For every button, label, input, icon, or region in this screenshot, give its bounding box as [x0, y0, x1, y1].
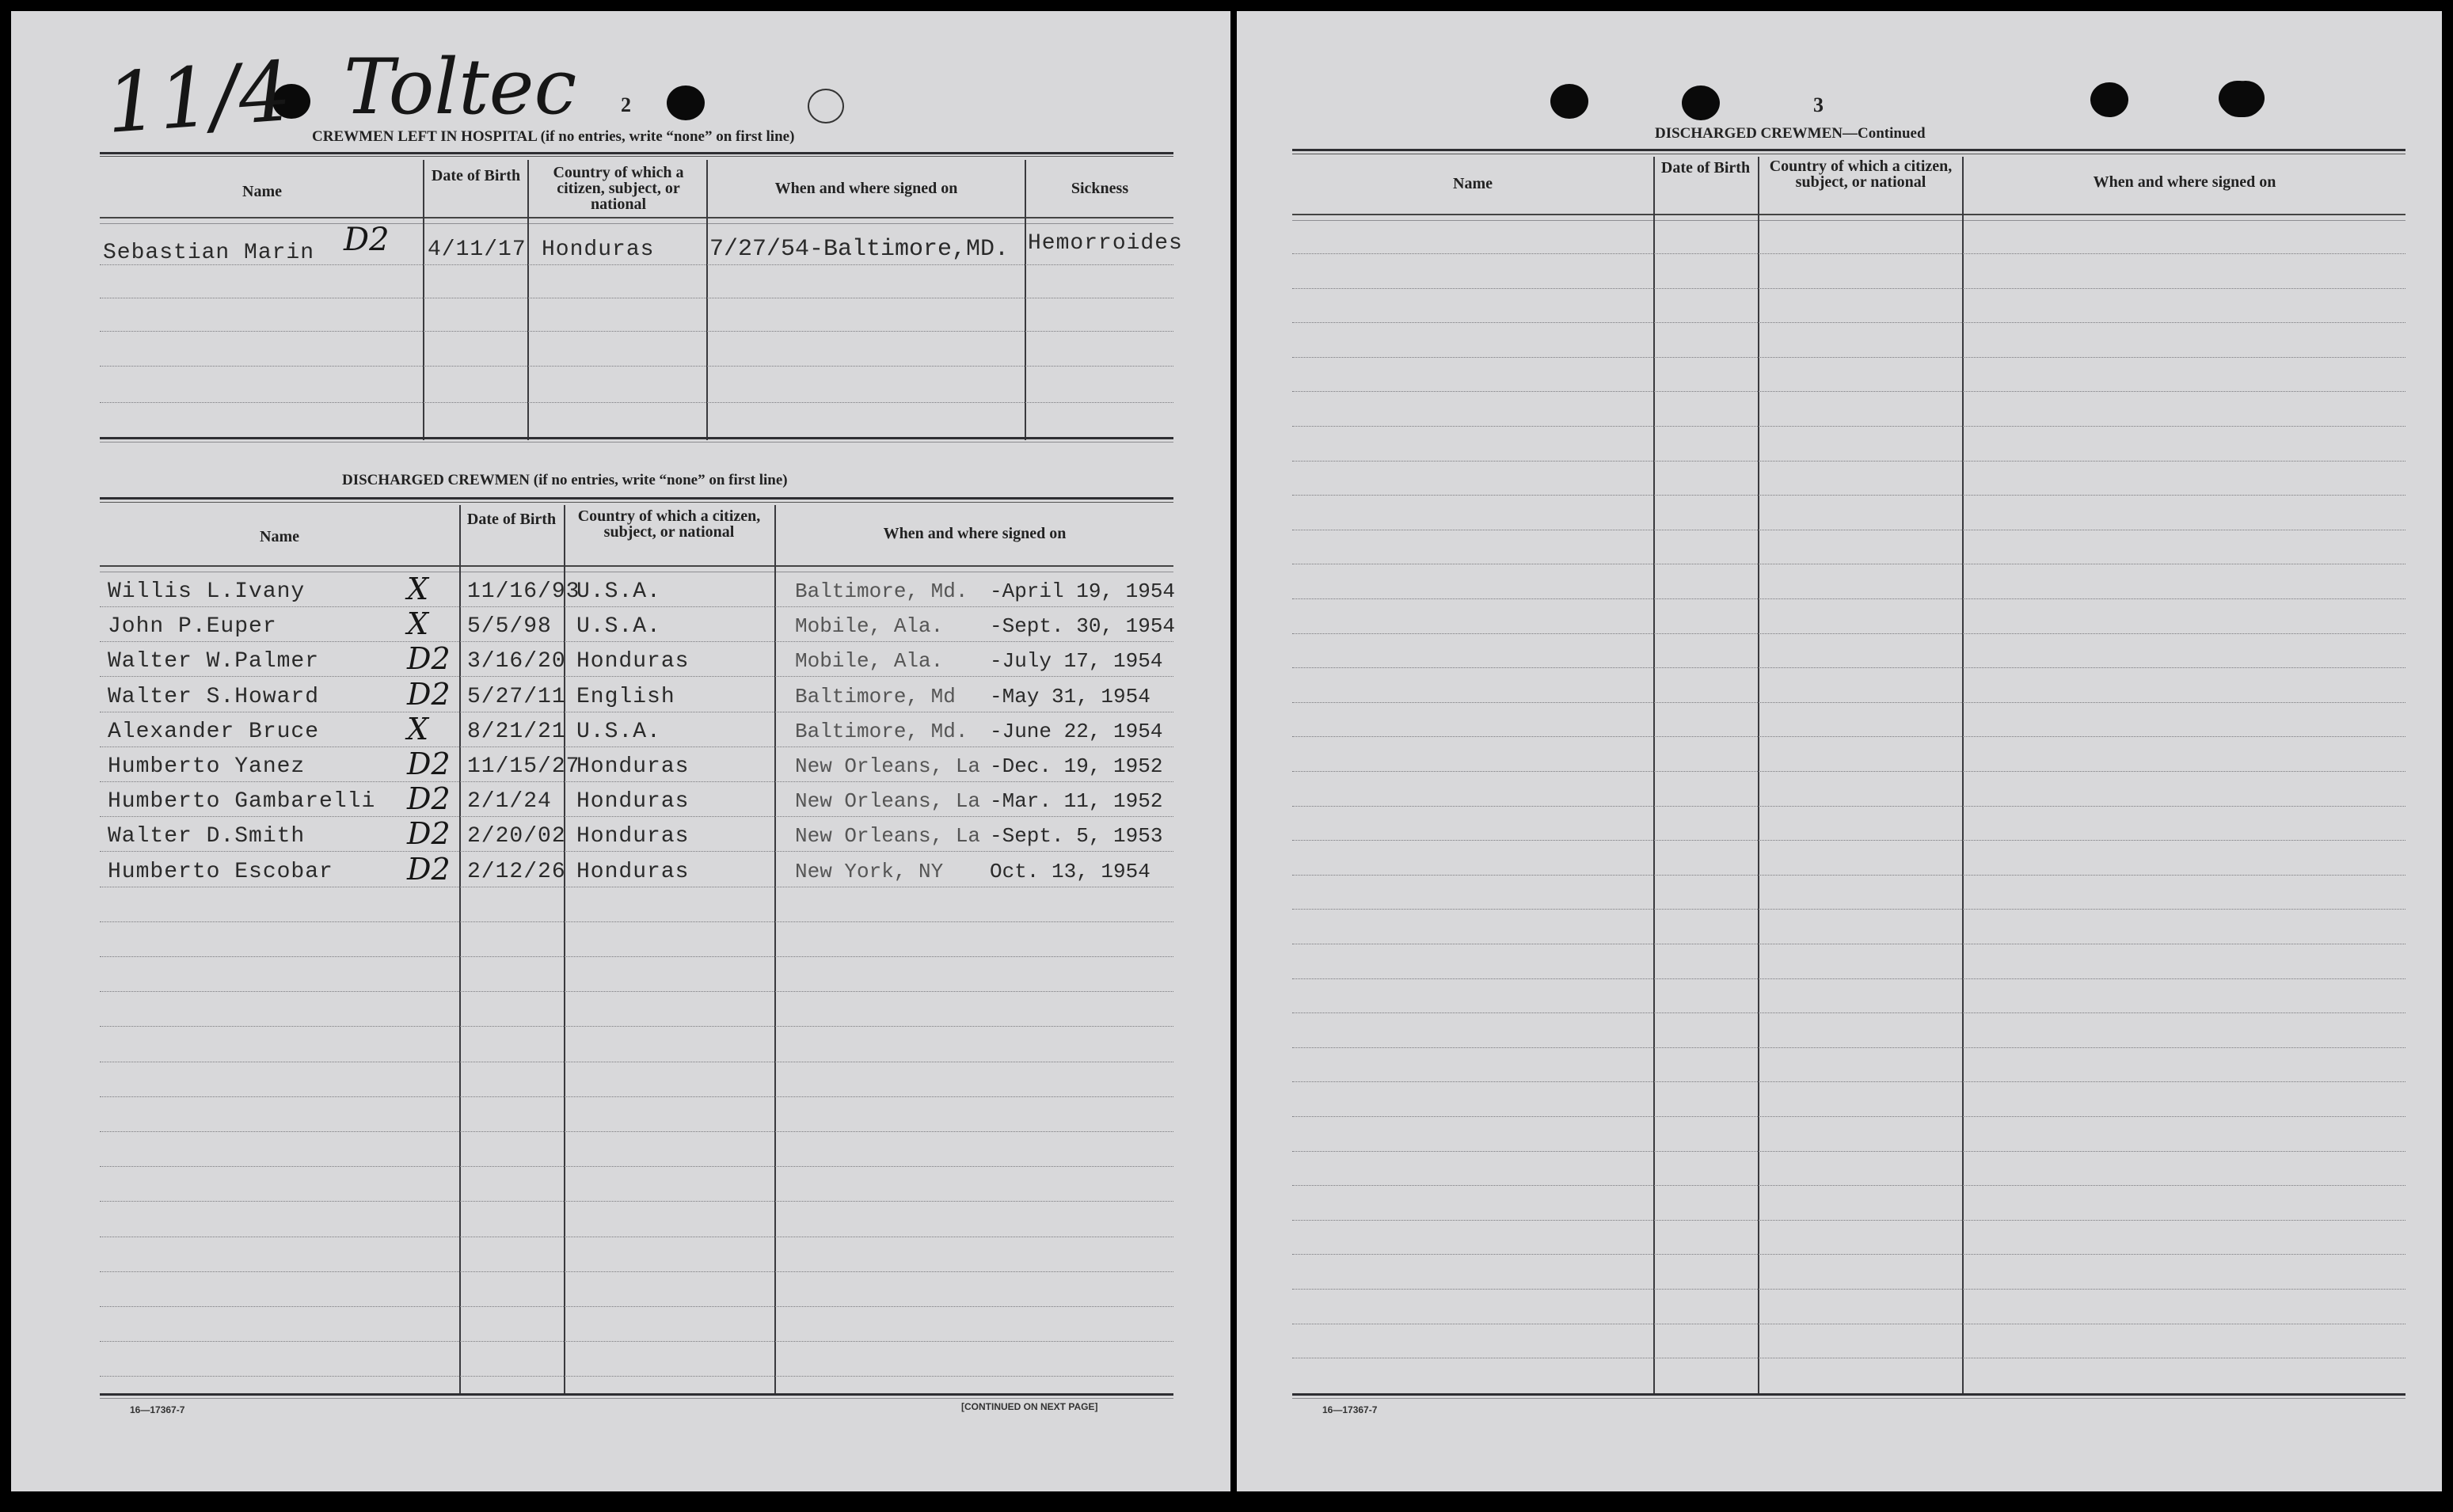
page-number: 3 [1813, 93, 1824, 116]
continued-col-country: Country of which a citizen, subject, or national [1769, 158, 1953, 191]
discharged-col-dob: Date of Birth [466, 511, 557, 528]
ruled-line [1292, 322, 2405, 323]
discharged-row-name: Humberto Escobar [108, 859, 333, 884]
discharged-row-place: New Orleans, La [795, 754, 981, 778]
hospital-col-country: Country of which a citizen, subject, or national [553, 164, 684, 213]
discharged-row-place: Baltimore, Md. [795, 719, 968, 743]
ruled-line [100, 1166, 1173, 1167]
ruled-line [1292, 357, 2405, 358]
ruled-line [1292, 909, 2405, 910]
discharged-row-dob: 11/16/93 [467, 579, 580, 604]
discharged-row-name: Willis L.Ivany [108, 579, 306, 604]
continued-col-signed-on: When and where signed on [2093, 173, 2276, 191]
ruled-line [1292, 598, 2405, 599]
discharged-col-signed-on: When and where signed on [883, 525, 1067, 542]
ruled-line [100, 1026, 1173, 1027]
ruled-line [100, 641, 1173, 642]
punch-hole-outline [808, 89, 844, 123]
discharged-row-date: -June 22, 1954 [990, 719, 1163, 743]
punch-hole [1682, 85, 1720, 120]
ruled-line [1292, 1220, 2405, 1221]
discharged-row-name: Alexander Bruce [108, 719, 320, 744]
discharged-row-place: Mobile, Ala. [795, 614, 944, 639]
ruled-line [1292, 288, 2405, 289]
discharged-row-date: Oct. 13, 1954 [990, 859, 1150, 883]
discharged-row-dob: 2/20/02 [467, 824, 566, 849]
discharged-row-country: English [576, 684, 675, 709]
ruled-line [100, 1201, 1173, 1202]
discharged-row-date: -Dec. 19, 1952 [990, 754, 1163, 778]
hospital-col-sickness: Sickness [1071, 180, 1129, 197]
discharged-row-place: New Orleans, La [795, 789, 981, 814]
ruled-line [100, 991, 1173, 992]
ruled-line [100, 1271, 1173, 1272]
discharged-col-name: Name [260, 528, 299, 545]
ruled-line [1292, 875, 2405, 876]
discharged-row-dob: 5/5/98 [467, 614, 552, 640]
hospital-row-name: Sebastian Marin [103, 241, 315, 265]
discharged-row-place: Baltimore, Md. [795, 579, 968, 603]
ruled-line [100, 1306, 1173, 1307]
ruled-line [1292, 633, 2405, 634]
ruled-line [100, 606, 1173, 607]
ruled-line [100, 816, 1173, 817]
discharged-row-country: U.S.A. [576, 579, 661, 604]
discharged-row-dob: 8/21/21 [467, 719, 566, 744]
ruled-line [100, 851, 1173, 852]
discharged-row-country: Honduras [576, 859, 690, 884]
discharged-row-place: Baltimore, Md [795, 684, 956, 709]
left-page [11, 11, 1230, 1491]
ruled-line [1292, 426, 2405, 427]
continued-col-dob: Date of Birth [1660, 159, 1751, 177]
hospital-col-signed-on: When and where signed on [774, 180, 958, 197]
ruled-line [1292, 495, 2405, 496]
ruled-line [1292, 1151, 2405, 1152]
right-page [1237, 11, 2442, 1491]
ruled-line [100, 921, 1173, 922]
discharged-row-country: U.S.A. [576, 614, 661, 640]
discharged-row-name: Humberto Gambarelli [108, 789, 376, 815]
continued-section-title: DISCHARGED CREWMEN—Continued [1655, 125, 1926, 142]
ruled-line [1292, 978, 2405, 979]
discharged-row-mark: D2 [407, 816, 451, 852]
ruled-line [1292, 736, 2405, 737]
form-number: 16—17367-7 [1322, 1404, 1378, 1415]
ruled-line [100, 1376, 1173, 1377]
discharged-row-date: -Sept. 30, 1954 [990, 614, 1176, 639]
discharged-row-date: -May 31, 1954 [990, 684, 1150, 709]
discharged-row-place: Mobile, Ala. [795, 649, 944, 674]
hospital-table-top [100, 152, 1173, 154]
ruled-line [1292, 391, 2405, 392]
discharged-row-mark: D2 [407, 641, 451, 677]
page-number: 2 [621, 93, 631, 116]
hospital-row-dob: 4/11/17 [428, 237, 527, 262]
discharged-table-top [100, 497, 1173, 500]
discharged-row-date: -April 19, 1954 [990, 579, 1176, 603]
ruled-line [1292, 771, 2405, 772]
ruled-line [1292, 840, 2405, 841]
hospital-col-dob: Date of Birth [431, 167, 521, 184]
discharged-row-country: Honduras [576, 824, 690, 849]
discharged-row-country: U.S.A. [576, 719, 661, 744]
continued-note: [CONTINUED ON NEXT PAGE] [961, 1401, 1098, 1412]
discharged-row-name: Humberto Yanez [108, 754, 306, 779]
punch-hole [2225, 82, 2263, 117]
ruled-line [1292, 1116, 2405, 1117]
ruled-line [1292, 1185, 2405, 1186]
discharged-row-name: Walter D.Smith [108, 824, 306, 849]
ruled-line [1292, 461, 2405, 462]
ruled-line [1292, 1254, 2405, 1255]
form-number: 16—17367-7 [130, 1404, 185, 1415]
discharged-row-mark: X [407, 606, 429, 642]
discharged-row-mark: D2 [407, 676, 451, 712]
ruled-line [100, 1131, 1173, 1132]
discharged-row-country: Honduras [576, 789, 690, 815]
ruled-line [1292, 1289, 2405, 1290]
hospital-row-country: Honduras [542, 237, 655, 262]
ruled-line [1292, 1081, 2405, 1082]
discharged-row-place: New York, NY [795, 859, 944, 883]
continued-col-name: Name [1453, 175, 1493, 192]
discharged-row-country: Honduras [576, 754, 690, 779]
hospital-row-signed-on: 7/27/54-Baltimore,MD. [709, 236, 1010, 263]
discharged-row-dob: 2/1/24 [467, 789, 552, 815]
ship-name: Toltec [344, 43, 577, 131]
hospital-row-mark: D2 [344, 222, 390, 258]
ruled-line [1292, 1047, 2405, 1048]
discharged-row-mark: X [407, 711, 429, 747]
discharged-row-date: -Sept. 5, 1953 [990, 824, 1163, 849]
ruled-line [1292, 253, 2405, 254]
discharged-row-country: Honduras [576, 649, 690, 674]
punch-hole [667, 85, 705, 120]
discharged-row-place: New Orleans, La [795, 824, 981, 849]
discharged-row-name: John P.Euper [108, 614, 277, 640]
hospital-row-sickness: Hemorroides [1028, 231, 1183, 256]
discharged-row-dob: 5/27/11 [467, 684, 566, 709]
hospital-section-title: CREWMEN LEFT IN HOSPITAL (if no entries, write “none” on first line) [312, 128, 795, 145]
ruled-line [1292, 806, 2405, 807]
punch-hole [1550, 84, 1588, 119]
ruled-line [100, 956, 1173, 957]
discharged-row-mark: X [407, 572, 429, 606]
ruled-line [100, 676, 1173, 677]
ruled-line [100, 1096, 1173, 1097]
discharged-row-mark: D2 [407, 747, 451, 781]
ruled-line [1292, 1012, 2405, 1013]
discharged-row-dob: 3/16/20 [467, 649, 566, 674]
discharged-row-date: -July 17, 1954 [990, 649, 1163, 674]
ruled-line [1292, 667, 2405, 668]
discharged-row-name: Walter S.Howard [108, 684, 320, 709]
ruled-line [100, 781, 1173, 782]
discharged-col-country: Country of which a citizen, subject, or national [577, 507, 761, 541]
hospital-col-name: Name [242, 183, 282, 200]
punch-hole [2090, 82, 2128, 117]
ruled-line [100, 1341, 1173, 1342]
discharged-row-mark: D2 [407, 851, 451, 887]
ruled-line [1292, 702, 2405, 703]
ship-number: 11/4 [103, 43, 295, 152]
discharged-row-name: Walter W.Palmer [108, 649, 320, 674]
discharged-section-title: DISCHARGED CREWMEN (if no entries, write “none” on first line) [342, 472, 788, 488]
discharged-row-date: -Mar. 11, 1952 [990, 789, 1163, 814]
discharged-row-mark: D2 [407, 781, 451, 817]
discharged-row-dob: 11/15/27 [467, 754, 580, 779]
continued-table-top [1292, 149, 2405, 151]
discharged-row-dob: 2/12/26 [467, 859, 566, 884]
